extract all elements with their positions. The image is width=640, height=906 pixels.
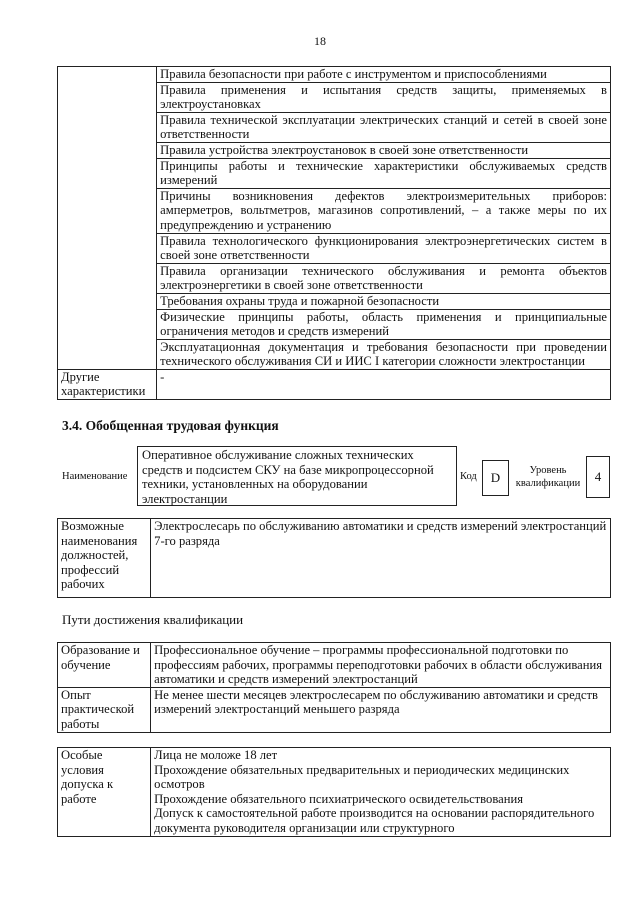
table-cell: Правила безопасности при работе с инструментом и приспособлениями (157, 67, 611, 83)
paths-table (57, 642, 611, 733)
list-item: Лица не моложе 18 лет (154, 748, 278, 762)
name-label: Наименование (62, 471, 128, 482)
table-cell: Правила применения и испытания средств защиты, применяемых в электроустановках (157, 82, 611, 112)
other-characteristics-value: - (157, 369, 611, 399)
page-number: 18 (314, 34, 326, 48)
list-item: Прохождение обязательных предварительных и периодических медицинских осмотров (154, 762, 570, 792)
list-item: Допуск к самостоятельной работе производится на основании распорядительного документа руководителя организации или структурного (154, 806, 595, 835)
level-value: 4 (594, 469, 602, 484)
level-label: Уровень квалификации (515, 465, 581, 489)
table-cell: Правила технической эксплуатации электрических станций и сетей в своей зоне ответственности (157, 112, 611, 142)
conditions-list (151, 748, 611, 837)
table-cell: Требования охраны труда и пожарной безопасности (157, 293, 611, 309)
table-row (58, 67, 611, 83)
other-characteristics-label: Другие характеристики (58, 369, 157, 399)
conditions-table (57, 747, 611, 837)
list-item: Прохождение обязательного психиатрического освидетельствования (154, 791, 523, 806)
table-cell: Принципы работы и технические характеристики обслуживаемых средств измерений (157, 158, 611, 188)
possible-names-label: Возможные наименования должностей, профессий рабочих (58, 519, 151, 598)
paths-heading: Пути достижения квалификации (62, 612, 244, 627)
section-heading: 3.4. Обобщенная трудовая функция (62, 418, 279, 433)
table-row (58, 748, 611, 837)
table-cell: Правила устройства электроустановок в своей зоне ответственности (157, 142, 611, 158)
table-row (58, 519, 611, 598)
code-label: Код (460, 471, 477, 482)
table-cell: Причины возникновения дефектов электроизмерительных приборов: амперметров, вольтметров, магазинов сопротивлений, – а также меры по их предупреждению и устранению (157, 188, 611, 233)
table-row (58, 369, 611, 399)
table-cell: Правила технологического функционирования электроэнергетических систем в своей зоне ответственности (157, 233, 611, 263)
code-value: D (490, 470, 501, 485)
level-box (586, 456, 610, 498)
conditions-label: Особые условия допуска к работе (58, 748, 151, 837)
table-row (58, 687, 611, 732)
knowledge-table (57, 66, 611, 400)
possible-names-value: Электрослесарь по обслуживанию автоматики и средств измерений электростанций 7-го разряда (151, 519, 611, 598)
empty-label-cell (58, 67, 157, 370)
table-cell: Правила организации технического обслуживания и ремонта объектов электроэнергетики в своей зоне ответственности (157, 263, 611, 293)
table-cell: Физические принципы работы, область применения и принципиальные ограничения методов и средств измерений (157, 309, 611, 339)
experience-label: Опыт практической работы (58, 687, 151, 732)
function-name-box (137, 446, 457, 506)
experience-value: Не менее шести месяцев электрослесарем по обслуживанию автоматики и средств измерений электростанций меньшего разряда (151, 687, 611, 732)
education-value: Профессиональное обучение – программы профессиональной подготовки по профессиям рабочих, программы переподготовки рабочих в области обслуживания автоматики и средств измерений электростанций (151, 643, 611, 688)
code-box (482, 460, 509, 496)
education-label: Образование и обучение (58, 643, 151, 688)
table-row (58, 643, 611, 688)
table-cell: Эксплуатационная документация и требования безопасности при проведении технического обслуживания СИ и ИИС I категории сложности электростанции (157, 339, 611, 369)
possible-names-table (57, 518, 611, 598)
function-name-value: Оперативное обслуживание сложных технических средств и подсистем СКУ на базе микропроцессорной техники, установленных на оборудовании электростанции (142, 448, 434, 506)
